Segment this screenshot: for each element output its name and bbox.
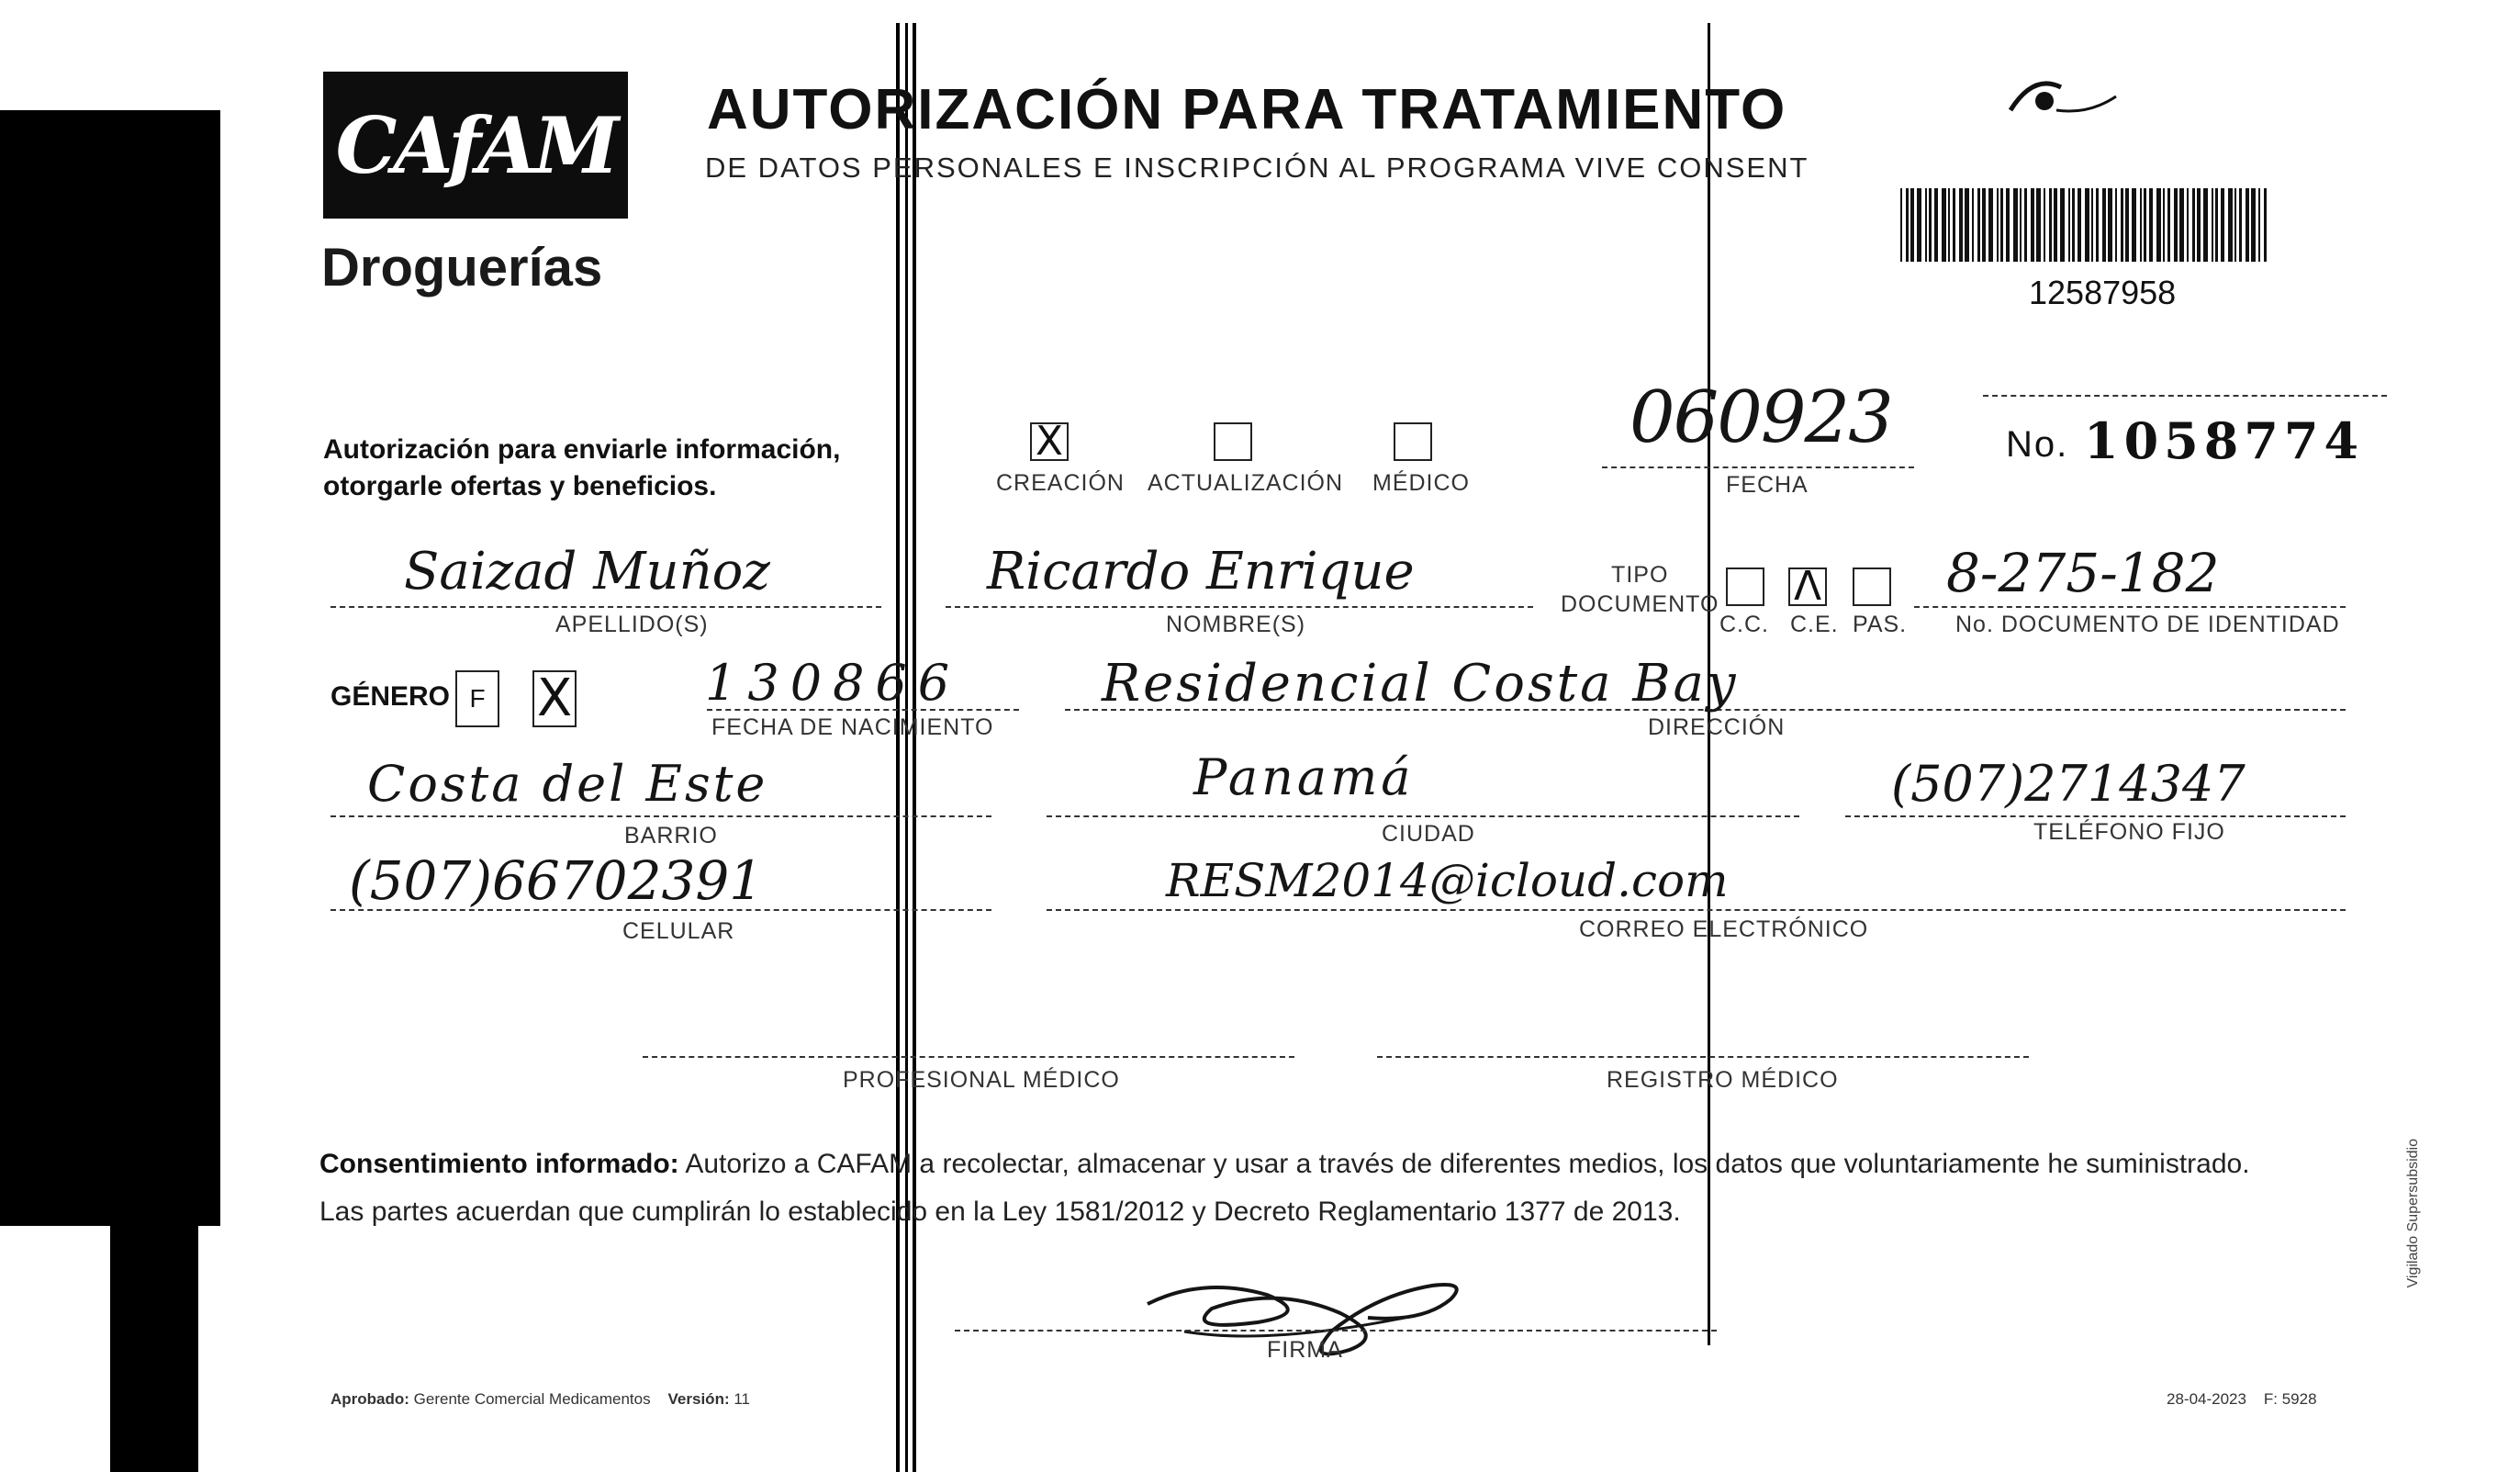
barcode-bar	[2115, 188, 2117, 262]
celular-label: CELULAR	[622, 918, 735, 944]
barcode-bar	[2024, 188, 2027, 262]
barcode-bar	[2215, 188, 2218, 262]
barcode-bar	[1972, 188, 1974, 262]
fecha-line	[1602, 466, 1914, 468]
barcode-bar	[2049, 188, 2052, 262]
barcode-bar	[2121, 188, 2123, 262]
barcode-bar	[2187, 188, 2189, 262]
barcode-bar	[2140, 188, 2142, 262]
fecha-nacimiento-label: FECHA DE NACIMIENTO	[711, 714, 994, 740]
barrio-line	[330, 815, 991, 817]
consent-text-1: Autorizo a CAFAM a recolectar, almacenar y usar a través de diferentes medios, los datos que voluntariamente he suministrado.	[685, 1149, 2250, 1179]
barcode-bar	[2203, 188, 2208, 262]
consent-paragraph	[319, 1141, 2385, 1236]
barcode-bar	[2163, 188, 2165, 262]
barcode-bar	[2000, 188, 2003, 262]
barcode-bar	[2013, 188, 2018, 262]
scan-black-margin-bottom	[110, 1221, 198, 1472]
checkbox-cc[interactable]	[1726, 567, 1764, 606]
barcode-bar	[1959, 188, 1963, 262]
checkbox-ce[interactable]: Λ	[1788, 567, 1827, 606]
barcode-bar	[1965, 188, 1969, 262]
barcode-bar	[2078, 188, 2081, 262]
checkbox-creacion[interactable]: X	[1030, 422, 1069, 461]
brand-subtitle: Droguerías	[321, 238, 603, 298]
barrio-value: Costa del Este	[367, 755, 768, 813]
barcode-bar	[2167, 188, 2170, 262]
barcode-bar	[2108, 188, 2112, 262]
documento-line	[1914, 606, 2346, 608]
scan-line-3	[913, 23, 916, 1472]
barcode-bar	[1988, 188, 1993, 262]
barcode-bar	[1925, 188, 1927, 262]
direccion-value: Residencial Costa Bay	[1102, 654, 1739, 714]
label-ce: C.E.	[1790, 612, 1839, 637]
barcode-bar	[2031, 188, 2034, 262]
scan-black-margin-top	[0, 110, 220, 1226]
label-actualizacion: ACTUALIZACIÓN	[1148, 470, 1344, 496]
footer-date: 28-04-2023	[2167, 1390, 2246, 1408]
barcode-bar	[2085, 188, 2089, 262]
genero-f-box[interactable]: F	[455, 670, 499, 727]
barcode-bar	[2102, 188, 2106, 262]
barcode-bar	[1929, 188, 1932, 262]
apellidos-label: APELLIDO(S)	[555, 612, 709, 637]
correo-value: RESM2014@icloud.com	[1166, 854, 1729, 907]
tipo-documento-label-2: DOCUMENTO	[1561, 591, 1719, 617]
authorization-line-1: Autorización para enviarle información,	[323, 434, 841, 465]
form-subtitle: DE DATOS PERSONALES E INSCRIPCIÓN AL PROGRAMA VIVE CONSENT	[705, 152, 1809, 184]
barcode-bar	[1900, 188, 1902, 262]
label-pas: PAS.	[1853, 612, 1908, 637]
side-vigilado-text: Vigilado Supersubsidio	[2405, 1139, 2421, 1288]
fecha-label: FECHA	[1726, 472, 1809, 498]
consent-line-1	[319, 1141, 2385, 1188]
barcode-bar	[2234, 188, 2236, 262]
authorization-line-2: otorgarle ofertas y beneficios.	[323, 471, 717, 501]
barcode-bar	[2174, 188, 2178, 262]
tipo-documento-label-1: TIPO	[1611, 562, 1669, 588]
version-value: 11	[734, 1390, 751, 1408]
barcode-bar	[2125, 188, 2129, 262]
barcode-bar	[2251, 188, 2256, 262]
firma-label: FIRMA	[1267, 1337, 1343, 1363]
nombres-line	[946, 606, 1533, 608]
barcode-bar	[2246, 188, 2249, 262]
version-label: Versión:	[667, 1390, 730, 1408]
barcode-bar	[1997, 188, 1999, 262]
barcode-bar	[1953, 188, 1955, 262]
telefono-line	[1845, 815, 2346, 817]
barcode-bar	[2096, 188, 2099, 262]
firma-line	[955, 1330, 1717, 1332]
scan-line-2	[905, 23, 908, 1472]
barcode-bar	[2006, 188, 2010, 262]
checkbox-actualizacion[interactable]	[1214, 422, 1252, 461]
genero-m-box[interactable]: X	[532, 670, 577, 727]
barrio-label: BARRIO	[624, 823, 718, 848]
barcode-bar	[1906, 188, 1909, 262]
documento-value: 8-275-182	[1946, 542, 2220, 604]
barcode-bar	[2144, 188, 2146, 262]
barcode-bar	[1910, 188, 1914, 262]
barcode-bar	[2072, 188, 2075, 262]
barcode-bar	[2132, 188, 2136, 262]
documento-label: No. DOCUMENTO DE IDENTIDAD	[1955, 612, 2340, 637]
checkbox-pas[interactable]	[1853, 567, 1891, 606]
footer-right	[2167, 1390, 2317, 1409]
barcode-bar	[2068, 188, 2070, 262]
footer-code: F: 5928	[2263, 1390, 2317, 1408]
barcode-number: 12587958	[2029, 274, 2177, 311]
correo-label: CORREO ELECTRÓNICO	[1579, 916, 1869, 942]
authorization-text	[323, 432, 840, 505]
apellidos-value: Saizad Muñoz	[404, 542, 770, 601]
barcode-bar	[2239, 188, 2242, 262]
barcode-bar	[2156, 188, 2161, 262]
nombres-value: Ricardo Enrique	[987, 542, 1415, 601]
label-creacion: CREACIÓN	[996, 470, 1125, 496]
barcode-bar	[2020, 188, 2022, 262]
ciudad-value: Panamá	[1193, 748, 1415, 806]
barcode-bar	[1982, 188, 1986, 262]
barcode-bar	[1977, 188, 1980, 262]
form-number: 1058774	[2084, 411, 2365, 470]
consent-line-2: Las partes acuerdan que cumplirán lo establecido en la Ley 1581/2012 y Decreto Reglamentario 1377 de 2013.	[319, 1197, 1681, 1227]
barcode-bar	[2179, 188, 2184, 262]
logo-text: CAfAM	[335, 99, 616, 191]
label-cc: C.C.	[1719, 612, 1769, 637]
barcode-bar	[2036, 188, 2041, 262]
telefono-value: (507)2714347	[1891, 755, 2246, 813]
cafam-logo	[323, 72, 628, 219]
scan-line-1	[896, 23, 900, 1472]
barcode-bar	[2258, 188, 2260, 262]
barcode-bar	[2212, 188, 2213, 262]
barcode	[1900, 188, 2268, 262]
barcode-bar	[2149, 188, 2153, 262]
barcode-bar	[1934, 188, 1938, 262]
ciudad-line	[1047, 815, 1799, 817]
aprobado-label: Aprobado:	[330, 1390, 409, 1408]
genero-label: GÉNERO	[330, 681, 451, 712]
barcode-bar	[2228, 188, 2233, 262]
correo-line	[1047, 909, 2346, 911]
barcode-bar	[2044, 188, 2045, 262]
aprobado-value: Gerente Comercial Medicamentos	[413, 1390, 651, 1408]
barcode-bar	[1942, 188, 1946, 262]
registro-line	[1377, 1056, 2029, 1058]
barcode-bar	[2264, 188, 2267, 262]
nombres-label: NOMBRE(S)	[1166, 612, 1306, 637]
barcode-bar	[2197, 188, 2201, 262]
eye-logo-icon	[2006, 69, 2125, 124]
barcode-bar	[2060, 188, 2065, 262]
barcode-bar	[2221, 188, 2224, 262]
profesional-label: PROFESIONAL MÉDICO	[843, 1067, 1120, 1093]
consent-lead: Consentimiento informado:	[319, 1149, 679, 1179]
apellidos-line	[330, 606, 881, 608]
form-title: AUTORIZACIÓN PARA TRATAMIENTO	[707, 78, 1787, 141]
registro-label: REGISTRO MÉDICO	[1607, 1067, 1839, 1093]
barcode-bar	[2192, 188, 2195, 262]
profesional-line	[643, 1056, 1294, 1058]
barcode-bar	[2091, 188, 2093, 262]
tipo-documento-label	[1561, 560, 1719, 619]
celular-value: (507)66702391	[349, 849, 764, 912]
barcode-bar	[1917, 188, 1921, 262]
no-label: No.	[2006, 424, 2069, 465]
label-medico: MÉDICO	[1372, 470, 1470, 496]
barcode-bar	[1948, 188, 1950, 262]
ciudad-label: CIUDAD	[1382, 821, 1475, 847]
footer-left	[330, 1390, 750, 1409]
fecha-nacimiento-value: 130866	[705, 654, 961, 712]
barcode-bar	[2054, 188, 2057, 262]
checkbox-medico[interactable]	[1394, 422, 1432, 461]
telefono-label: TELÉFONO FIJO	[2033, 819, 2225, 845]
top-right-line	[1983, 395, 2387, 397]
direccion-label: DIRECCIÓN	[1648, 714, 1786, 740]
fecha-value: 060923	[1630, 376, 1892, 459]
